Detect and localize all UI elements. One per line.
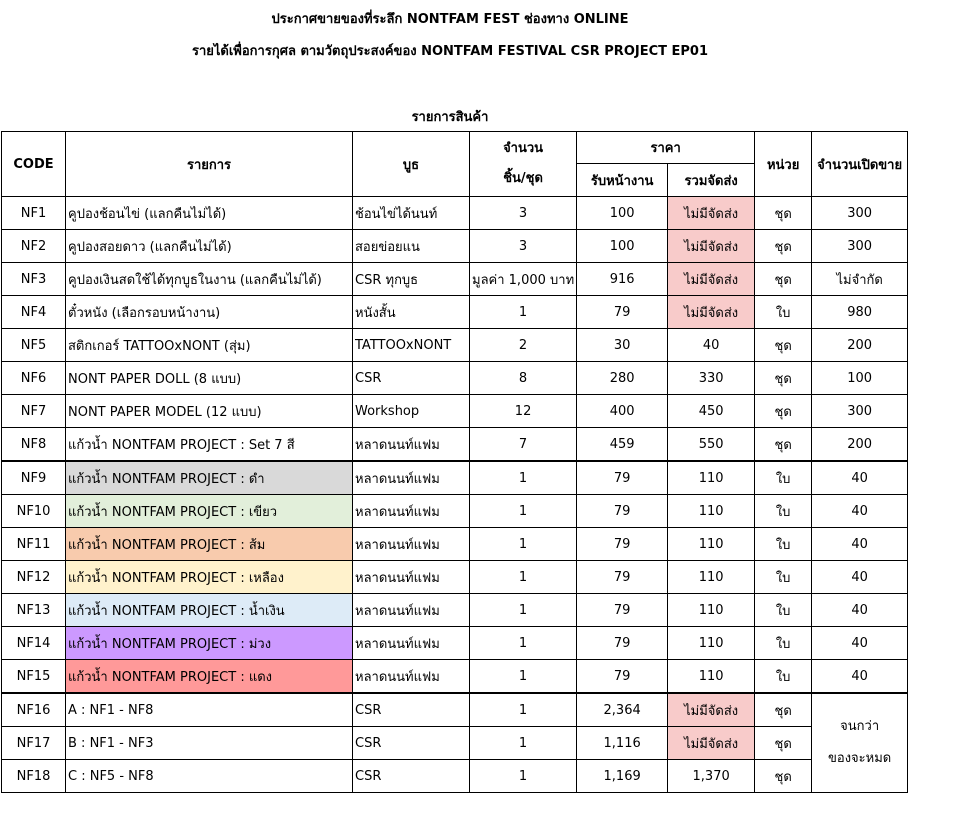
delivery-price-cell: 40 [668,329,755,362]
item-cell: แก้วน้ำ NONTFAM PROJECT : ส้ม [66,528,353,561]
code-cell: NF10 [2,495,66,528]
delivery-price-cell: ไม่มีจัดส่ง [668,197,755,230]
qty-cell: 1 [470,528,577,561]
unit-cell: ใบ [755,461,812,495]
unit-cell: ใบ [755,495,812,528]
unit-cell: ชุด [755,263,812,296]
available-cell: 100 [812,362,908,395]
header-code: CODE [2,132,66,197]
delivery-price-cell: 110 [668,594,755,627]
code-cell: NF6 [2,362,66,395]
table-row [2,296,908,329]
booth-cell: CSR [353,693,470,727]
qty-cell: 1 [470,760,577,793]
item-cell: B : NF1 - NF3 [66,727,353,760]
code-cell: NF8 [2,428,66,462]
code-cell: NF16 [2,693,66,727]
header-pickup-price: รับหน้างาน [577,164,668,197]
header-unit: หน่วย [755,132,812,197]
code-cell: NF13 [2,594,66,627]
pickup-price-cell: 100 [577,197,668,230]
table-row [2,329,908,362]
unit-cell: ชุด [755,197,812,230]
item-cell: แก้วน้ำ NONTFAM PROJECT : เหลือง [66,561,353,594]
qty-cell: 1 [470,660,577,694]
item-cell: คูปองสอยดาว (แลกคืนไม่ได้) [66,230,353,263]
unit-cell: ใบ [755,627,812,660]
table-row [2,727,908,760]
delivery-price-cell: 110 [668,495,755,528]
delivery-price-cell: 1,370 [668,760,755,793]
unit-cell: ชุด [755,760,812,793]
item-cell: NONT PAPER DOLL (8 แบบ) [66,362,353,395]
delivery-price-cell: 110 [668,627,755,660]
code-cell: NF7 [2,395,66,428]
booth-cell: Workshop [353,395,470,428]
pickup-price-cell: 79 [577,495,668,528]
item-cell: คูปองเงินสดใช้ได้ทุกบูธในงาน (แลกคืนไม่ได้) [66,263,353,296]
code-cell: NF12 [2,561,66,594]
code-cell: NF14 [2,627,66,660]
pickup-price-cell: 79 [577,561,668,594]
qty-cell: 8 [470,362,577,395]
item-cell: NONT PAPER MODEL (12 แบบ) [66,395,353,428]
available-cell: 300 [812,395,908,428]
delivery-price-cell: 450 [668,395,755,428]
item-cell: แก้วน้ำ NONTFAM PROJECT : ม่วง [66,627,353,660]
unit-cell: ชุด [755,395,812,428]
qty-cell: 1 [470,561,577,594]
booth-cell: หลาดนนท์แฟม [353,627,470,660]
pickup-price-cell: 79 [577,461,668,495]
pickup-price-cell: 79 [577,660,668,694]
code-cell: NF9 [2,461,66,495]
unit-cell: ใบ [755,528,812,561]
delivery-price-cell: ไม่มีจัดส่ง [668,727,755,760]
pickup-price-cell: 459 [577,428,668,462]
table-row [2,561,908,594]
qty-cell: 7 [470,428,577,462]
available-cell: 40 [812,660,908,694]
unit-cell: ใบ [755,660,812,694]
available-cell: 200 [812,428,908,462]
delivery-price-cell: ไม่มีจัดส่ง [668,230,755,263]
unit-cell: ชุด [755,428,812,462]
pickup-price-cell: 916 [577,263,668,296]
qty-cell: 2 [470,329,577,362]
sets-available-line1: จนกว่า [840,719,880,734]
product-table-body [2,197,908,793]
available-cell: 40 [812,561,908,594]
delivery-price-cell: 110 [668,561,755,594]
qty-cell: 1 [470,461,577,495]
item-cell: A : NF1 - NF8 [66,693,353,727]
header-item: รายการ [66,132,353,197]
table-row [2,197,908,230]
booth-cell: หนังสั้น [353,296,470,329]
booth-cell: หลาดนนท์แฟม [353,561,470,594]
table-row [2,428,908,462]
header-qty-line1: จำนวน [503,141,544,156]
item-cell: C : NF5 - NF8 [66,760,353,793]
delivery-price-cell: 110 [668,660,755,694]
delivery-price-cell: ไม่มีจัดส่ง [668,693,755,727]
table-row [2,760,908,793]
booth-cell: TATTOOxNONT [353,329,470,362]
qty-cell: 1 [470,627,577,660]
qty-cell: มูลค่า 1,000 บาท [470,263,577,296]
page-title: ประกาศขายของที่ระลึก NONTFAM FEST ช่องทาง ONLINE [271,12,629,27]
code-cell: NF5 [2,329,66,362]
pickup-price-cell: 30 [577,329,668,362]
product-table [1,131,908,793]
code-cell: NF1 [2,197,66,230]
item-cell: แก้วน้ำ NONTFAM PROJECT : Set 7 สี [66,428,353,462]
item-cell: ตั๋วหนัง (เลือกรอบหน้างาน) [66,296,353,329]
header-booth: บูธ [353,132,470,197]
delivery-price-cell: 330 [668,362,755,395]
header-delivery-price: รวมจัดส่ง [668,164,755,197]
delivery-price-cell: 110 [668,461,755,495]
item-cell: แก้วน้ำ NONTFAM PROJECT : น้ำเงิน [66,594,353,627]
unit-cell: ชุด [755,230,812,263]
booth-cell: หลาดนนท์แฟม [353,528,470,561]
available-cell: 300 [812,230,908,263]
qty-cell: 1 [470,296,577,329]
unit-cell: ใบ [755,296,812,329]
table-row [2,627,908,660]
pickup-price-cell: 2,364 [577,693,668,727]
header-qty-line2: ชิ้น/ชุด [503,171,543,186]
sets-available-cell [812,693,908,793]
table-row [2,495,908,528]
booth-cell: หลาดนนท์แฟม [353,461,470,495]
table-row [2,395,908,428]
table-row [2,461,908,495]
qty-cell: 1 [470,594,577,627]
section-title: รายการสินค้า [411,110,489,125]
available-cell: 40 [812,528,908,561]
code-cell: NF18 [2,760,66,793]
qty-cell: 12 [470,395,577,428]
booth-cell: หลาดนนท์แฟม [353,495,470,528]
table-row [2,263,908,296]
delivery-price-cell: 550 [668,428,755,462]
header-qty [470,132,577,197]
booth-cell: หลาดนนท์แฟม [353,428,470,462]
pickup-price-cell: 400 [577,395,668,428]
pickup-price-cell: 100 [577,230,668,263]
code-cell: NF15 [2,660,66,694]
qty-cell: 1 [470,727,577,760]
unit-cell: ใบ [755,561,812,594]
unit-cell: ใบ [755,594,812,627]
available-cell: 40 [812,627,908,660]
table-row [2,693,908,727]
booth-cell: ช้อนไข่ได้นนท์ [353,197,470,230]
item-cell: แก้วน้ำ NONTFAM PROJECT : ดำ [66,461,353,495]
table-row [2,594,908,627]
table-row [2,660,908,694]
booth-cell: สอยข่อยแน [353,230,470,263]
unit-cell: ชุด [755,727,812,760]
code-cell: NF2 [2,230,66,263]
item-cell: แก้วน้ำ NONTFAM PROJECT : แดง [66,660,353,694]
pickup-price-cell: 79 [577,296,668,329]
item-cell: คูปองช้อนไข่ (แลกคืนไม่ได้) [66,197,353,230]
table-row [2,362,908,395]
qty-cell: 1 [470,693,577,727]
code-cell: NF11 [2,528,66,561]
qty-cell: 3 [470,230,577,263]
available-cell: 40 [812,594,908,627]
booth-cell: CSR [353,760,470,793]
qty-cell: 1 [470,495,577,528]
pickup-price-cell: 79 [577,528,668,561]
delivery-price-cell: ไม่มีจัดส่ง [668,263,755,296]
booth-cell: CSR [353,362,470,395]
pickup-price-cell: 79 [577,627,668,660]
available-cell: ไม่จำกัด [812,263,908,296]
booth-cell: หลาดนนท์แฟม [353,594,470,627]
table-row [2,528,908,561]
available-cell: 200 [812,329,908,362]
pickup-price-cell: 79 [577,594,668,627]
sets-available-line2: ของจะหมด [828,751,892,766]
header-available: จำนวนเปิดขาย [812,132,908,197]
unit-cell: ชุด [755,362,812,395]
delivery-price-cell: 110 [668,528,755,561]
available-cell: 40 [812,495,908,528]
booth-cell: หลาดนนท์แฟม [353,660,470,694]
unit-cell: ชุด [755,693,812,727]
code-cell: NF3 [2,263,66,296]
header-price: ราคา [577,132,755,164]
code-cell: NF4 [2,296,66,329]
unit-cell: ชุด [755,329,812,362]
booth-cell: CSR ทุกบูธ [353,263,470,296]
item-cell: แก้วน้ำ NONTFAM PROJECT : เขียว [66,495,353,528]
pickup-price-cell: 280 [577,362,668,395]
code-cell: NF17 [2,727,66,760]
available-cell: 980 [812,296,908,329]
booth-cell: CSR [353,727,470,760]
delivery-price-cell: ไม่มีจัดส่ง [668,296,755,329]
available-cell: 300 [812,197,908,230]
qty-cell: 3 [470,197,577,230]
item-cell: สติกเกอร์ TATTOOxNONT (สุ่ม) [66,329,353,362]
table-row [2,230,908,263]
page-subtitle: รายได้เพื่อการกุศล ตามวัตถุประสงค์ของ NONTFAM FESTIVAL CSR PROJECT EP01 [191,44,709,59]
available-cell: 40 [812,461,908,495]
pickup-price-cell: 1,116 [577,727,668,760]
pickup-price-cell: 1,169 [577,760,668,793]
